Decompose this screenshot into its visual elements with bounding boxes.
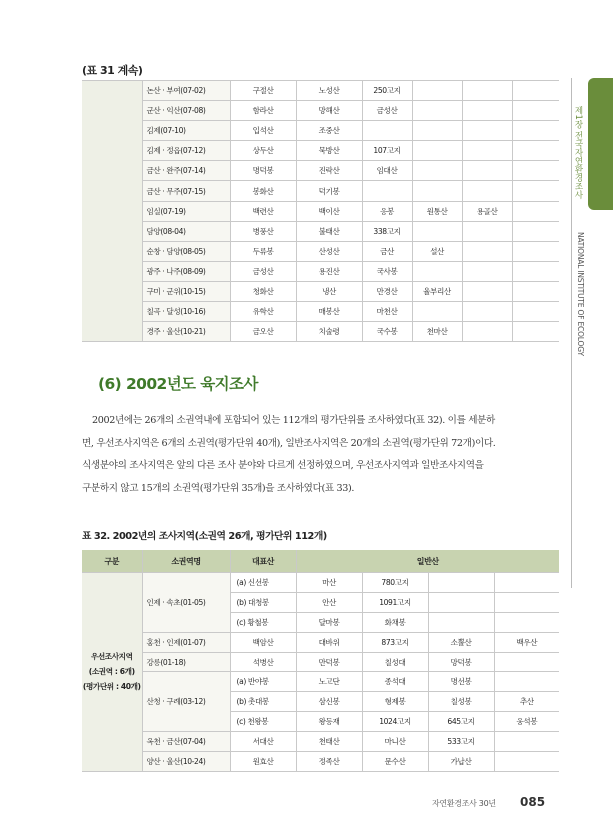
table31-cell	[462, 241, 512, 261]
page-number: 085	[520, 795, 546, 809]
table31-cell: 함라산	[230, 101, 296, 121]
table31-row	[82, 121, 559, 141]
table31-row	[82, 101, 559, 121]
table32-cell: (b) 대청봉	[230, 592, 296, 612]
table32-cell: 백암산	[230, 632, 296, 652]
table31-cell: 설산	[412, 241, 462, 261]
table31-cell: 치술령	[296, 322, 362, 342]
table31-cell: 백이산	[296, 201, 362, 221]
table31-cell: 백련산	[230, 201, 296, 221]
table31-cell	[462, 181, 512, 201]
table31-cell: 원통산	[412, 201, 462, 221]
table32-cell: 노고단	[296, 672, 362, 692]
table31-cell	[462, 221, 512, 241]
table31-cell: 청화산	[230, 281, 296, 301]
table31-cell	[512, 81, 559, 101]
table32-cell: 가납산	[428, 752, 494, 772]
table32-cell: 천태산	[296, 732, 362, 752]
table31-region: 금산 · 완주(07-14)	[142, 161, 230, 181]
table31-cell: 병풍산	[230, 221, 296, 241]
table32-region: 강릉(01-18)	[142, 652, 230, 672]
table31-cell: 국사봉	[362, 261, 412, 281]
table32-cell	[494, 612, 559, 632]
table32-caption: 표 32. 2002년의 조사지역(소권역 26개, 평가단위 112개)	[82, 531, 327, 542]
table31-cell	[412, 141, 462, 161]
table31-cell	[462, 161, 512, 181]
table32-cell: 달마봉	[296, 612, 362, 632]
table31-cell: 노성산	[296, 81, 362, 101]
table32-region: 인제 · 속초(01-05)	[142, 573, 230, 633]
table31-cell: 입석산	[230, 121, 296, 141]
table31-cell	[462, 81, 512, 101]
paragraph-line: 구분하지 않고 15개의 소권역(평가단위 35개)을 조사하였다(표 33).	[82, 482, 355, 494]
table32-header: 일반산	[296, 550, 559, 573]
table32-row	[82, 632, 559, 652]
table31-region: 담양(08-04)	[142, 221, 230, 241]
table31-cell: 불태산	[296, 221, 362, 241]
table31-cell	[412, 221, 462, 241]
table31-cell: 명덕봉	[230, 161, 296, 181]
table32-cell: (a) 반야봉	[230, 672, 296, 692]
table31-cell: 상두산	[230, 141, 296, 161]
group-label: (평가단위 : 40개)	[82, 682, 141, 692]
chapter-tab	[588, 78, 613, 210]
table31-cell: 국수봉	[362, 322, 412, 342]
table31-cell: 봉화산	[230, 181, 296, 201]
table32-cell: 칠성봉	[428, 692, 494, 712]
table32-cell: 소뿔산	[428, 632, 494, 652]
table31-cell: 만경산	[362, 281, 412, 301]
table31-cell: 용골산	[462, 201, 512, 221]
table32-cell: 만덕봉	[296, 652, 362, 672]
table31-cell	[362, 181, 412, 201]
table31-cell: 마천산	[362, 302, 412, 322]
table31-row	[82, 81, 559, 101]
table31-cell: 매봉산	[296, 302, 362, 322]
table31-region: 군산 · 익산(07-08)	[142, 101, 230, 121]
table31-cell	[412, 302, 462, 322]
institute-label: NATIONAL INSTITUTE OF ECOLOGY	[576, 232, 585, 356]
table31-cell	[512, 141, 559, 161]
table32-cell: 석병산	[230, 652, 296, 672]
table32-cell: 안산	[296, 592, 362, 612]
section-title: (6) 2002년도 육지조사	[98, 375, 258, 393]
table32-header-row	[82, 550, 559, 573]
table31-row	[82, 201, 559, 221]
table32-header: 소권역명	[142, 550, 230, 573]
table32-cell: 정족산	[296, 752, 362, 772]
table31-region: 칠곡 · 달성(10-16)	[142, 302, 230, 322]
table32-cell: (c) 천왕봉	[230, 712, 296, 732]
table31-row	[82, 221, 559, 241]
table31-cell	[512, 201, 559, 221]
table31-cell: 금오산	[230, 322, 296, 342]
table32-cell	[494, 752, 559, 772]
table31-cell: 망해산	[296, 101, 362, 121]
chapter-label: 제1장 전국자연환경조사	[573, 106, 583, 200]
group-label: 우선조사지역	[90, 652, 133, 662]
table31-region: 김제 · 정읍(07-12)	[142, 141, 230, 161]
table31-cell: 구절산	[230, 81, 296, 101]
table32-cell: 대바위	[296, 632, 362, 652]
table32-cell: 마산	[296, 573, 362, 593]
table31	[82, 80, 559, 342]
table31-cell	[462, 281, 512, 301]
table32-row	[82, 732, 559, 752]
table31-cell: 338고지	[362, 221, 412, 241]
table31-group-cell	[82, 81, 142, 342]
table32-cell: 533고지	[428, 732, 494, 752]
table32-cell: 645고지	[428, 712, 494, 732]
group-label: (소권역 : 6개)	[88, 667, 135, 677]
table32-group-cell	[82, 573, 142, 772]
table32-cell	[428, 573, 494, 593]
table31-cell: 묵방산	[296, 141, 362, 161]
table32-cell	[494, 652, 559, 672]
table32-cell	[494, 573, 559, 593]
table31-cell: 용진산	[296, 261, 362, 281]
table31-cell: 산성산	[296, 241, 362, 261]
table31-cell	[512, 261, 559, 281]
table32-cell: 마니산	[362, 732, 428, 752]
table32-cell	[494, 592, 559, 612]
table32	[82, 550, 559, 772]
table31-cell	[512, 181, 559, 201]
table31-cell	[412, 161, 462, 181]
table32-cell: 문수산	[362, 752, 428, 772]
table32-cell: 서대산	[230, 732, 296, 752]
table32-region: 옥천 · 금산(07-04)	[142, 732, 230, 752]
table31-cell: 금산	[362, 241, 412, 261]
table31-row	[82, 161, 559, 181]
table31-cell: 조중산	[296, 121, 362, 141]
table31-cell	[512, 322, 559, 342]
table32-cell: 1091고지	[362, 592, 428, 612]
table31-cell: 250고지	[362, 81, 412, 101]
table31-cell	[462, 261, 512, 281]
table32-cell: 종석대	[362, 672, 428, 692]
table31-region: 논산 · 부여(07-02)	[142, 81, 230, 101]
table32-cell: 추산	[494, 692, 559, 712]
table31-cell	[462, 141, 512, 161]
table32-cell: 873고지	[362, 632, 428, 652]
table32-cell	[428, 592, 494, 612]
table31-row	[82, 241, 559, 261]
table31-region: 광주 · 나주(08-09)	[142, 261, 230, 281]
table31-cell	[412, 81, 462, 101]
table32-cell: 형제봉	[362, 692, 428, 712]
table32-header: 대표산	[230, 550, 296, 573]
table31-cell	[462, 302, 512, 322]
table31-cell	[512, 302, 559, 322]
table32-row	[82, 672, 559, 692]
table31-cell	[512, 121, 559, 141]
body-paragraph	[82, 410, 559, 500]
table31-cell: 유학산	[230, 302, 296, 322]
table32-cell: 삼신봉	[296, 692, 362, 712]
table31-cell: 금성산	[230, 261, 296, 281]
table31-cell: 냉산	[296, 281, 362, 301]
table31-region: 경주 · 울산(10-21)	[142, 322, 230, 342]
footer-book-title: 자연환경조사 30년	[432, 799, 496, 808]
table31-row	[82, 322, 559, 342]
table31-cell	[462, 322, 512, 342]
table32-cell: (a) 신선봉	[230, 573, 296, 593]
table32-cell	[494, 732, 559, 752]
table31-cell: 응봉	[362, 201, 412, 221]
table32-cell: 원효산	[230, 752, 296, 772]
table31-row	[82, 281, 559, 301]
table32-cell: (b) 촛대봉	[230, 692, 296, 712]
table31-cell: 107고지	[362, 141, 412, 161]
table31-cell	[512, 101, 559, 121]
table31-region: 구미 · 군위(10-15)	[142, 281, 230, 301]
table31-cell	[412, 121, 462, 141]
paragraph-line: 2002년에는 26개의 소권역내에 포함되어 있는 112개의 평가단위를 조사하였다(표 32). 이를 세분하	[92, 415, 495, 426]
table31-cell	[412, 261, 462, 281]
table31-cell: 천마산	[412, 322, 462, 342]
table32-cell: 웅석봉	[494, 712, 559, 732]
table31-cell	[412, 101, 462, 121]
table31-row	[82, 141, 559, 161]
table31-cell	[462, 121, 512, 141]
table32-cell: 780고지	[362, 573, 428, 593]
table31-cell	[412, 181, 462, 201]
table31-row	[82, 302, 559, 322]
table32-cell	[428, 612, 494, 632]
table32-cell: 망덕봉	[428, 652, 494, 672]
paragraph-line: 면, 우선조사지역은 6개의 소권역(평가단위 40개), 일반조사지역은 20개의 소권역(평가단위 72개)이다.	[82, 437, 496, 449]
table31-cell: 임대산	[362, 161, 412, 181]
table32-region: 홍천 · 인제(01-07)	[142, 632, 230, 652]
table32-cell: 백우산	[494, 632, 559, 652]
table31-cell: 진락산	[296, 161, 362, 181]
table32-row	[82, 652, 559, 672]
table31-row	[82, 261, 559, 281]
table32-cell: (c) 황철봉	[230, 612, 296, 632]
table31-cell	[512, 281, 559, 301]
table31-caption: (표 31 계속)	[82, 64, 143, 77]
table31-region: 순창 · 담양(08-05)	[142, 241, 230, 261]
table32-cell	[494, 672, 559, 692]
table32-row	[82, 752, 559, 772]
table32-cell: 명선봉	[428, 672, 494, 692]
table31-cell	[462, 101, 512, 121]
table32-cell: 1024고지	[362, 712, 428, 732]
table31-cell: 율부리산	[412, 281, 462, 301]
table31-cell	[512, 241, 559, 261]
table32-cell: 칠성대	[362, 652, 428, 672]
table32-row	[82, 573, 559, 593]
table31-cell: 금성산	[362, 101, 412, 121]
table31-cell	[362, 121, 412, 141]
table32-region: 산청 · 구례(03-12)	[142, 672, 230, 732]
table31-cell: 덕기봉	[296, 181, 362, 201]
table32-cell: 왕등재	[296, 712, 362, 732]
table31-cell	[512, 221, 559, 241]
table31-region: 김제(07-10)	[142, 121, 230, 141]
table32-header: 구분	[82, 550, 142, 573]
paragraph-line: 식생분야의 조사지역은 앞의 다른 조사 분야와 다르게 선정하였으며, 우선조사지역과 일반조사지역을	[82, 460, 484, 472]
table31-cell	[512, 161, 559, 181]
table31-region: 임실(07-19)	[142, 201, 230, 221]
table31-row	[82, 181, 559, 201]
table32-region: 양산 · 울산(10-24)	[142, 752, 230, 772]
table31-cell: 두류봉	[230, 241, 296, 261]
table31-region: 금산 · 무주(07-15)	[142, 181, 230, 201]
table32-cell: 화채봉	[362, 612, 428, 632]
